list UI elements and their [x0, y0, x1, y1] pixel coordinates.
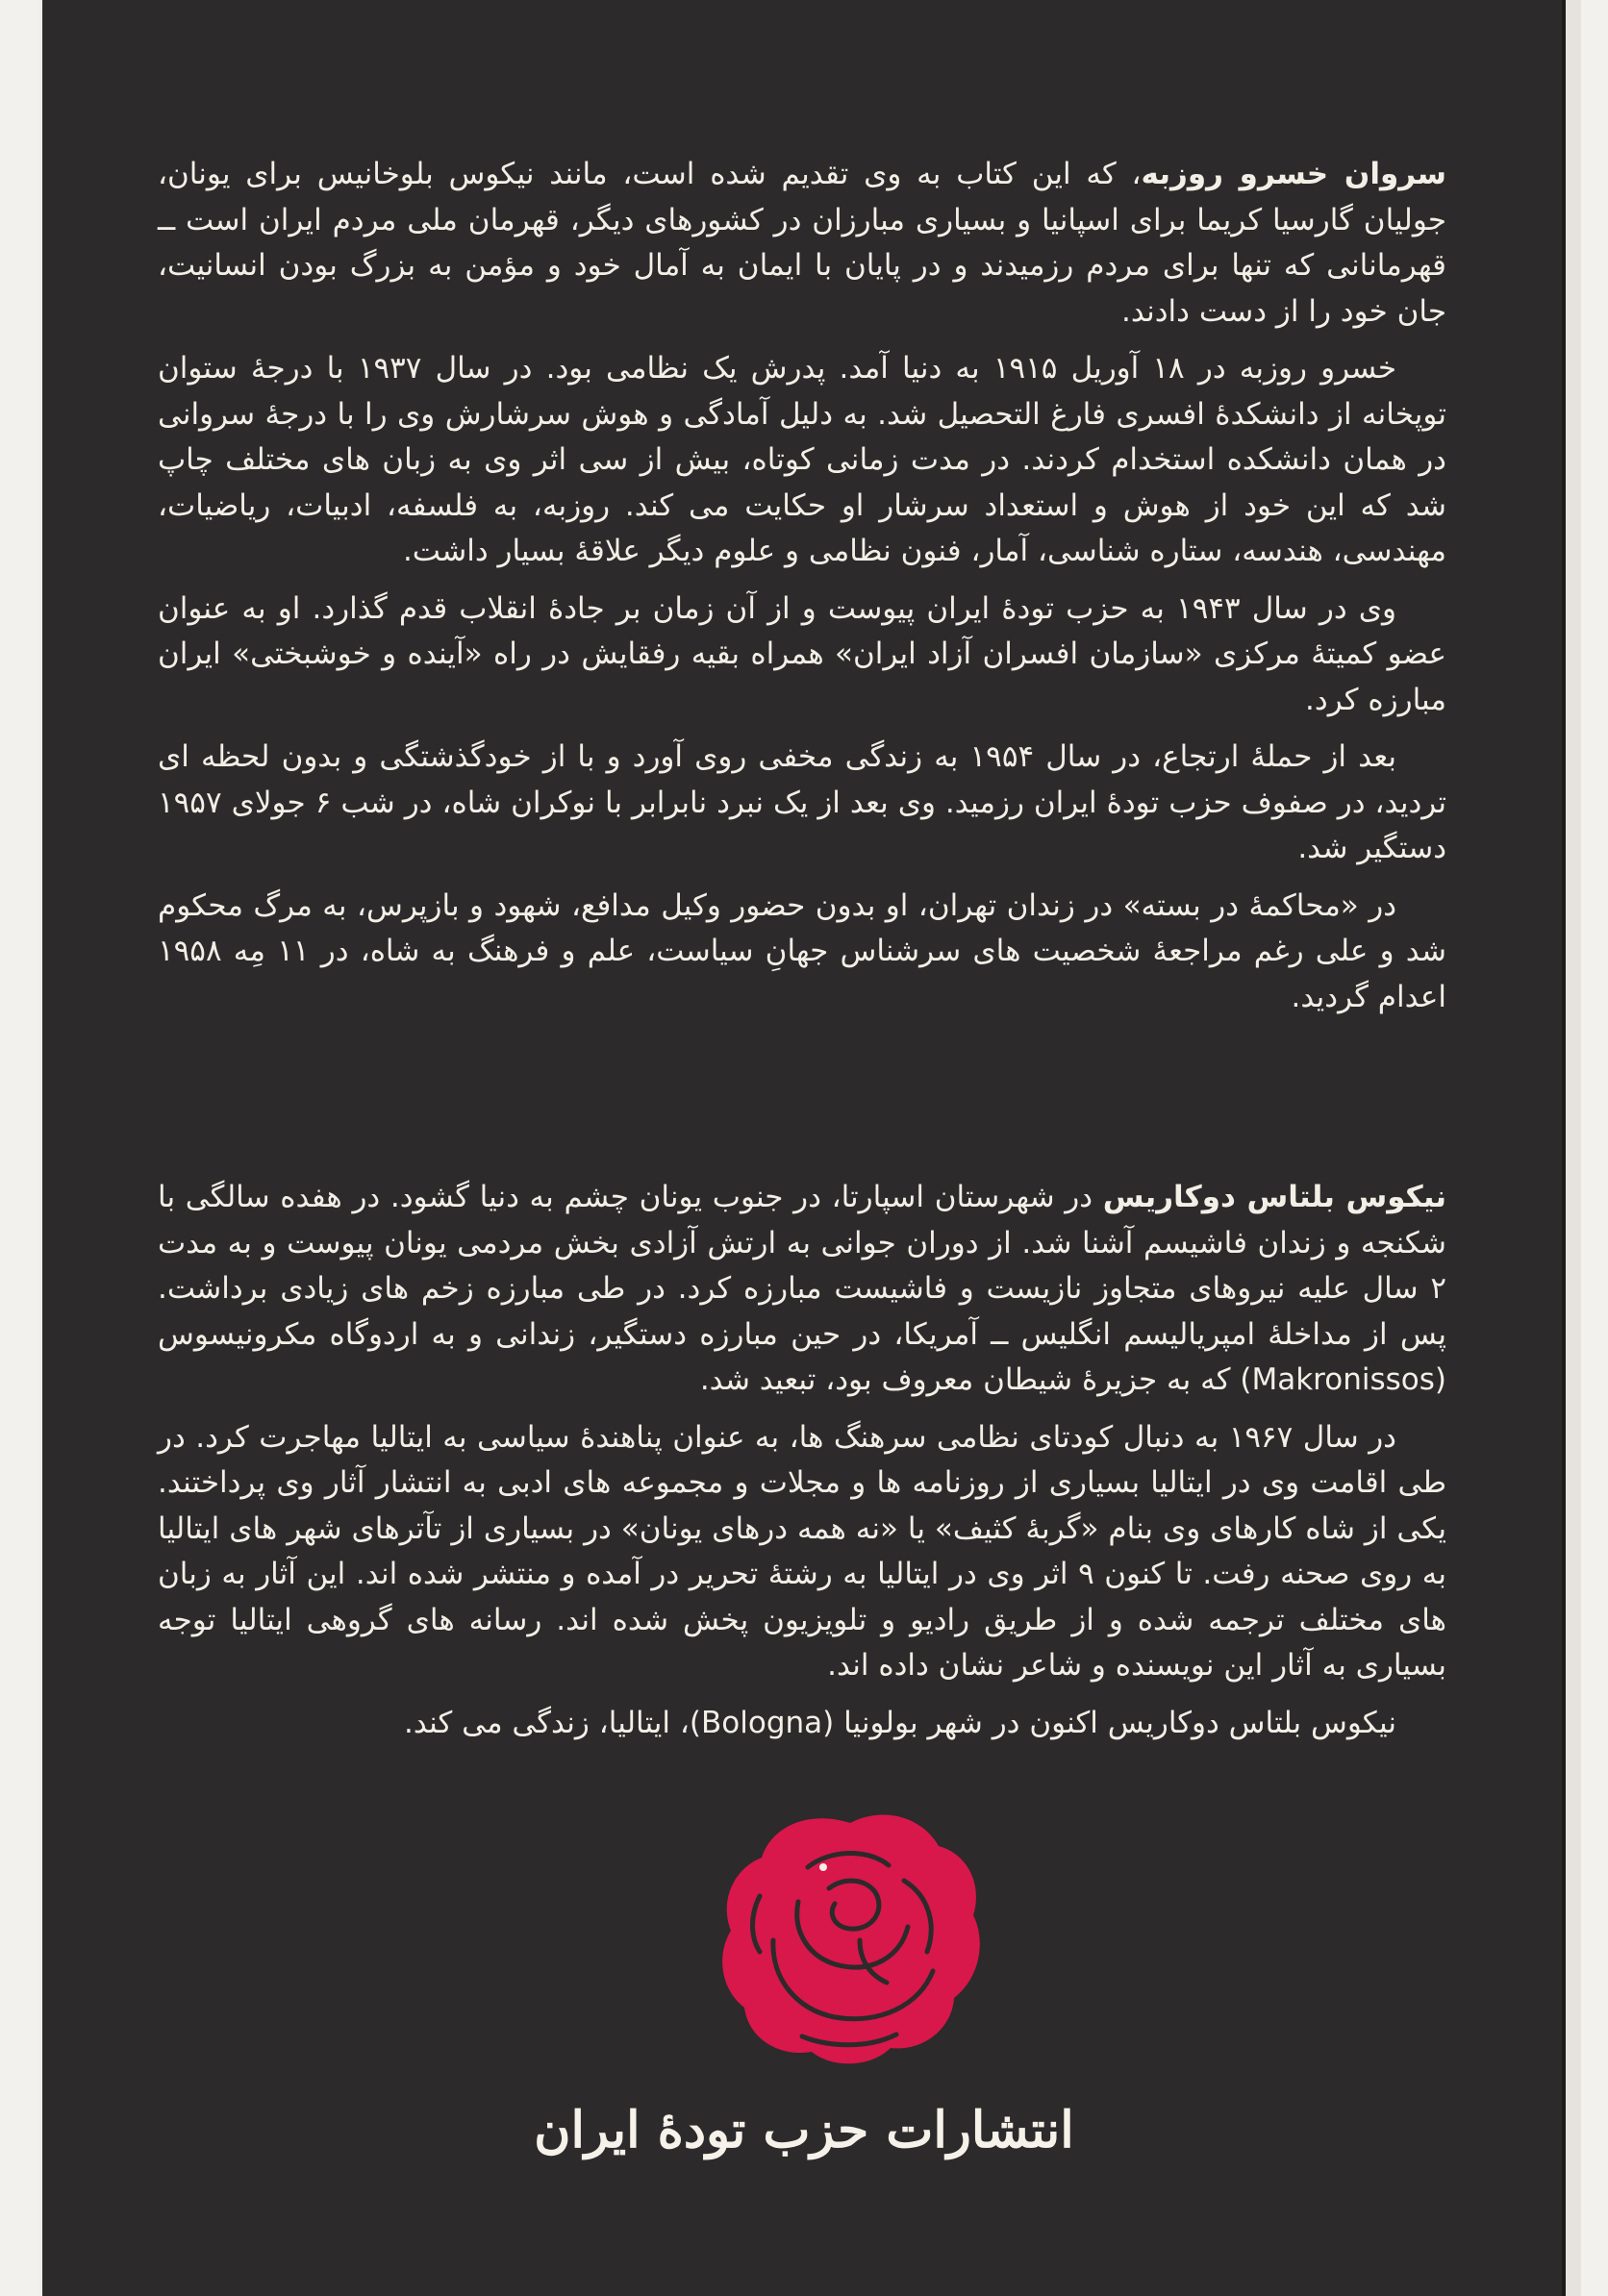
person-name: سروان خسرو روزبه: [1141, 157, 1446, 191]
paragraph: نیکوس بلتاس دوکاریس اکنون در شهر بولونیا (Bologna)، ایتالیا، زندگی می کند.: [404, 1705, 1396, 1740]
paragraph: وی در سال ۱۹۴۳ به حزب تودهٔ ایران پیوست و از آن زمان بر جادهٔ انقلاب قدم گذارد. او به عنوان عضو کمیتهٔ مرکزی «سازمان افسران آزاد ایران» همراه بقیه رفقایش در راه «آینده و خوشبختی» ایران مبارزه کرد.: [158, 590, 1446, 717]
person-name: نیکوس بلتاس دوکاریس: [1102, 1180, 1447, 1214]
back-cover: [42, 0, 1566, 2296]
doukaris-biography: [158, 1175, 1446, 1758]
publisher-name: انتشارات حزب تودهٔ ایران: [534, 2101, 1074, 2159]
paragraph-text: ، که این کتاب به وی تقدیم شده است، مانند نیکوس بلوخانیس برای یونان، جولیان گارسیا کریما برای اسپانیا و بسیاری مبارزان در کشورهای دیگر، قهرمان ملی مردم ایران است ــ قهرمانانی که تنها برای مردم رزمیدند و در پایان با ایمان به آمال خود و مؤمن به بزرگ بودن انسانیت، جان خود را از دست دادند.: [158, 157, 1446, 329]
paragraph: [158, 1175, 1446, 1404]
paragraph: در «محاکمهٔ در بسته» در زندان تهران، او بدون حضور وکیل مدافع، شهود و بازپرس، به مرگ محکوم شد و علی رغم مراجعهٔ شخصیت های سرشناس جهانِ سیاست، علم و فرهنگ به شاه، در ۱۱ مِه ۱۹۵۸ اعدام گردید.: [158, 887, 1446, 1014]
paragraph: در سال ۱۹۶۷ به دنبال کودتای نظامی سرهنگ ها، به عنوان پناهندهٔ سیاسی به ایتالیا مهاجرت کرد. در طی اقامت وی در ایتالیا بسیاری از روزنامه ها و مجلات و مجموعه های ادبی به انتشار آثار وی پرداختند. یکی از شاه کارهای وی بنام «گربهٔ کثیف» یا «نه همه درهای یونان» در بسیاری از تآترهای شهر های ایتالیا به روی صحنه رفت. تا کنون ۹ اثر وی در ایتالیا به رشتهٔ تحریر در آمده و منتشر شده اند. این آثار به زبان های مختلف ترجمه شده و از طریق رادیو و تلویزیون پخش شده اند. رسانه های گروهی ایتالیا توجه بسیاری به آثار این نویسنده و شاعر نشان داده اند.: [158, 1419, 1446, 1683]
paragraph-text: در شهرستان اسپارتا، در جنوب یونان چشم به دنیا گشود. در هفده سالگی با شکنجه و زندان فاشیسم آشنا شد. از دوران جوانی به ارتش آزادی بخش مردمی یونان پیوست و به مدت ۲ سال علیه نیروهای متجاوز نازیست و فاشیست مبارزه کرد. در طی مبارزه زخم های زیادی برداشت. پس از مداخلهٔ امپریالیسم انگلیس ــ آمریکا، در حین مبارزه دستگیر، زندانی و به اردوگاه مکرونیسوس (Makronissos) که به جزیرهٔ شیطان معروف بود، تبعید شد.: [158, 1180, 1446, 1397]
paragraph: [158, 152, 1446, 335]
rose-icon: [716, 1796, 985, 2070]
paragraph: خسرو روزبه در ۱۸ آوریل ۱۹۱۵ به دنیا آمد. پدرش یک نظامی بود. در سال ۱۹۳۷ با درجهٔ ستوان توپخانه از دانشکدهٔ افسری فارغ التحصیل شد. به دلیل آمادگی و هوش سرشارش وی را با درجهٔ سروانی در همان دانشکده استخدام کردند. در مدت زمانی کوتاه، بیش از سی اثر وی به زبان های مختلف چاپ شد که این خود از هوش و استعداد سرشار او حکایت می کند. روزبه، به فلسفه، ادبیات، ریاضیات، مهندسی، هندسه، ستاره شناسی، آمار، فنون نظامی و علوم دیگر علاقهٔ بسیار داشت.: [158, 351, 1446, 568]
paragraph: بعد از حملهٔ ارتجاع، در سال ۱۹۵۴ به زندگی مخفی روی آورد و با از خودگذشتگی و بدون لحظه ای تردید، در صفوف حزب تودهٔ ایران رزمید. وی بعد از یک نبرد نابرابر با نوکران شاه، در شب ۶ جولای ۱۹۵۷ دستگیر شد.: [158, 739, 1446, 865]
rouzbeh-biography: [158, 152, 1446, 1032]
